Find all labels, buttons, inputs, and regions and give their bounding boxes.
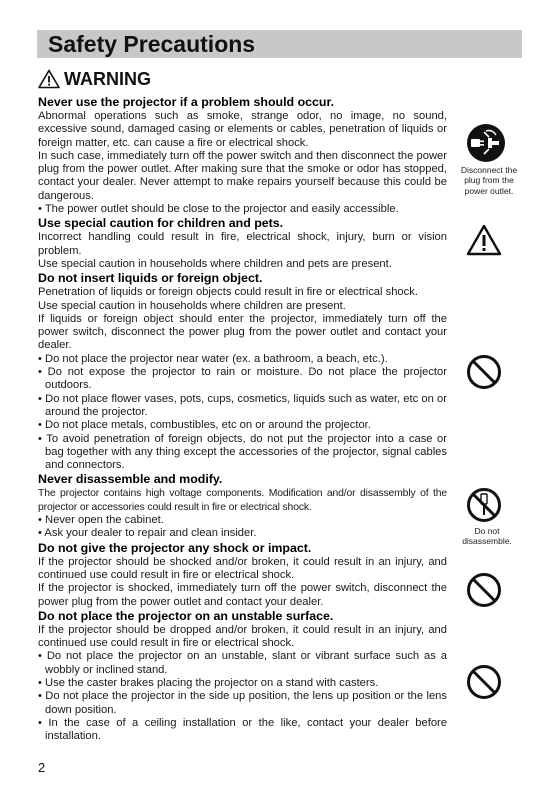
section-children-pets — [38, 216, 447, 271]
caution-triangle-icon — [466, 224, 502, 256]
bullet-item: • To avoid penetration of foreign objects, do not put the projector into a case or bag together with any thing except the accessories of the projector, signal cables and connectors. — [38, 432, 447, 472]
bullet-item: • Do not place the projector on an unstable, slant or vibrant surface such as a wobbly or inclined stand. — [38, 650, 447, 676]
no-disassembly-caption: Do not disassemble. — [462, 526, 512, 547]
page-title: Safety Precautions — [48, 31, 256, 57]
paragraph: Incorrect handling could result in fire, electrical shock, injury, burn or vision problem. — [38, 231, 447, 257]
section-disassemble — [38, 472, 447, 540]
paragraph: If the projector should be dropped and/or broken, it could result in an injury, and continued use could result in fire or electrical shock. — [38, 623, 447, 650]
section-heading: Never use the projector if a problem should occur. — [38, 95, 335, 109]
bullet-item: • Never open the cabinet. — [38, 514, 164, 527]
section-heading: Do not insert liquids or foreign object. — [38, 271, 263, 286]
paragraph: Use special caution in households where children and pets are present. — [38, 257, 392, 270]
bullet-item: • Ask your dealer to repair and clean insider. — [38, 527, 257, 540]
section-unstable — [38, 609, 447, 744]
bullet-item: • Do not expose the projector to rain or moisture. Do not place the projector outdoors. — [38, 366, 447, 392]
page-number: 2 — [38, 760, 46, 775]
bullet-item: • Do not place the projector near water (ex. a bathroom, a beach, etc.). — [38, 352, 388, 365]
prohibition-icon — [466, 572, 502, 608]
paragraph: In such case, immediately turn off the power switch and then disconnect the power plug from the power outlet. After making sure that the smoke or odor has stopped, contact your dealer. Never attempt to make repairs yourself because this could be dangerous. — [38, 149, 447, 202]
paragraph: If liquids or foreign object should enter the projector, immediately turn off the power switch, disconnect the power plug from the power outlet and contact your dealer. — [38, 312, 447, 352]
prohibition-icon — [466, 354, 502, 390]
paragraph: Penetration of liquids or foreign objects could result in fire or electrical shock. — [38, 286, 418, 299]
section-heading: Do not give the projector any shock or impact. — [38, 540, 312, 555]
bullet-item: • Do not place flower vases, pots, cups, cosmetics, liquids such as water, etc on or around the projector. — [38, 392, 447, 418]
section-heading: Never disassemble and modify. — [38, 472, 223, 487]
paragraph: Use special caution in households where children are present. — [38, 299, 346, 312]
section-heading: Use special caution for children and pets. — [38, 216, 284, 231]
paragraph: The projector contains high voltage components. Modification and/or disassembly of the projector or accessories could result in fire or electrical shock. — [38, 488, 447, 513]
section-shock — [38, 541, 447, 609]
section-liquids — [38, 271, 447, 472]
section-problem — [38, 95, 447, 216]
page-title-bar — [37, 30, 522, 58]
unplug-caption: Disconnect the plug from the power outlet. — [460, 165, 518, 196]
bullet-item: • Do not place metals, combustibles, etc on or around the projector. — [38, 419, 371, 432]
paragraph: If the projector is shocked, immediately turn off the power switch, disconnect the power plug from the power outlet and contact your dealer. — [38, 582, 447, 608]
bullet-item: • Do not place the projector in the side up position, the lens up position or the lens down position. — [38, 690, 447, 716]
warning-label: WARNING — [64, 68, 151, 89]
paragraph: Abnormal operations such as smoke, strange odor, no image, no sound, excessive sound, damaged casing or elements or cables, penetration of liquids or foreign matter, etc. can cause a fire or electrical shock. — [38, 110, 447, 149]
warning-heading — [38, 68, 151, 90]
bullet-item: • In the case of a ceiling installation or the like, contact your dealer before installation. — [38, 716, 447, 743]
bullet-item: • The power outlet should be close to the projector and easily accessible. — [38, 203, 399, 216]
unplug-icon — [466, 123, 506, 163]
section-heading: Do not place the projector on an unstable surface. — [38, 608, 334, 623]
bullet-item: • Use the caster brakes placing the projector on a stand with casters. — [38, 676, 379, 689]
no-disassembly-icon — [466, 487, 502, 523]
prohibition-icon — [466, 664, 502, 700]
warning-triangle-icon — [38, 69, 60, 89]
paragraph: If the projector should be shocked and/or broken, it could result in an injury, and continued use could result in fire or electrical shock. — [38, 555, 447, 581]
safety-content — [38, 95, 447, 743]
